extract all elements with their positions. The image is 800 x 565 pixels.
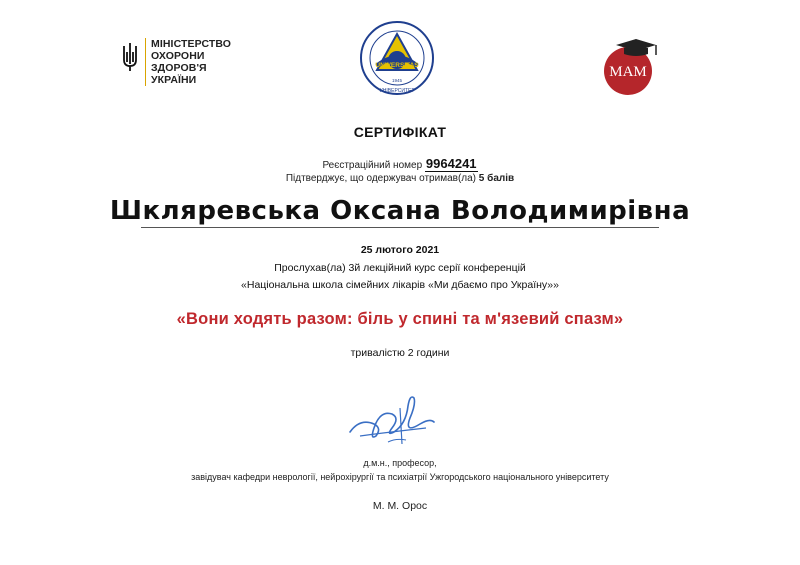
seal-year: 1945 bbox=[391, 78, 403, 83]
name-underline bbox=[141, 227, 659, 228]
ministry-logo bbox=[121, 38, 231, 86]
ministry-name: МІНІСТЕРСТВО ОХОРОНИ ЗДОРОВ'Я УКРАЇНИ bbox=[151, 38, 232, 86]
signatory-degree: д.м.н., професор, bbox=[363, 458, 437, 468]
points-value: 5 балів bbox=[478, 173, 515, 184]
registration-number: 9964241 bbox=[425, 156, 477, 171]
duration-text: тривалістю 2 години bbox=[350, 347, 450, 359]
university-seal bbox=[359, 20, 435, 96]
registration-label: Реєстраційний номер bbox=[322, 160, 423, 171]
registration-line bbox=[0, 156, 800, 171]
trident-icon bbox=[121, 42, 139, 72]
confirmation-line bbox=[0, 173, 800, 184]
event-date: 25 лютого 2021 bbox=[360, 244, 440, 256]
seal-bottom-text: УНІВЕРСИТЕТ bbox=[379, 88, 415, 94]
attendance-text: Прослухав(ла) 3й лекційний курс серії конференцій bbox=[274, 262, 526, 274]
certificate-title: СЕРТИФІКАТ bbox=[353, 124, 447, 140]
seal-text: UNIVERSITAS bbox=[375, 62, 419, 69]
signatory-name: М. М. Орос bbox=[372, 500, 428, 512]
signatory-position: завідувач кафедри неврології, нейрохірургії та психіатрії Ужгородського національного університету bbox=[191, 472, 609, 482]
lecture-title: «Вони ходять разом: біль у спині та м'язевий спазм» bbox=[176, 310, 624, 328]
logo-divider bbox=[145, 38, 146, 86]
mam-logo bbox=[598, 33, 662, 97]
recipient-name: Шкляревська Оксана Володимирівна bbox=[109, 196, 691, 226]
signature bbox=[330, 388, 450, 450]
confirmation-text: Підтверджує, що одержувач отримав(ла) bbox=[285, 173, 477, 184]
mam-text: MAM bbox=[609, 64, 647, 80]
conference-series: «Національна школа сімейних лікарів «Ми дбаємо про Україну»» bbox=[241, 279, 559, 291]
